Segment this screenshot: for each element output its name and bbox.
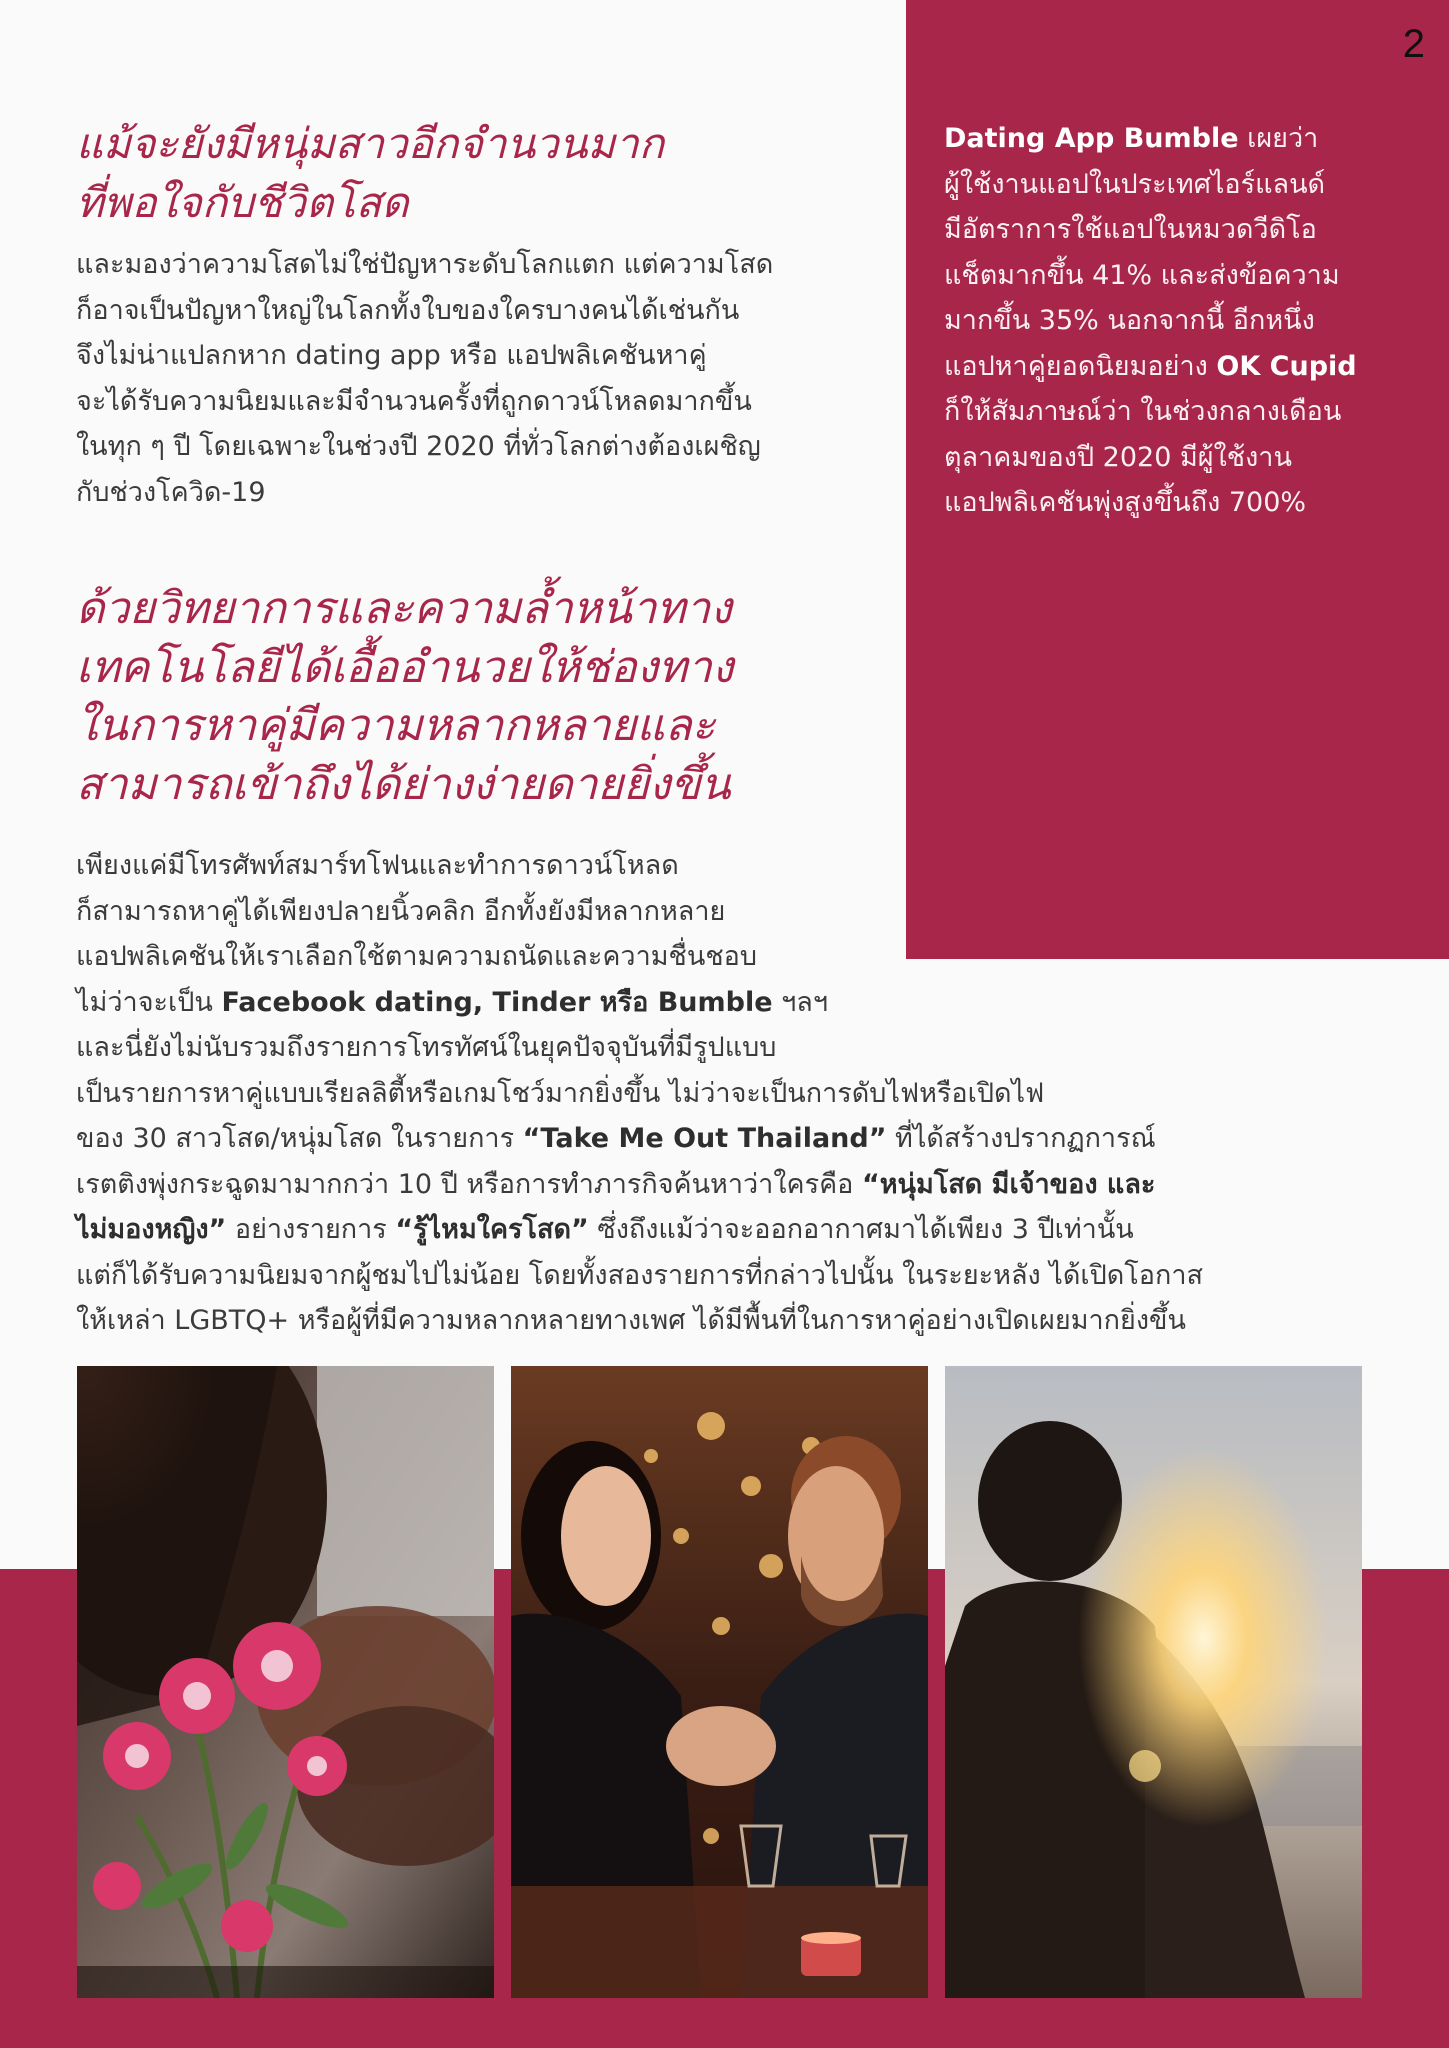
paragraph-2-line: แอปพลิเคชันให้เราเลือกใช้ตามความถนัดและความชื่นชอบ — [76, 941, 757, 972]
heading-2-line: สามารถเข้าถึงได้ย่างง่ายดายยิ่งขึ้น — [76, 758, 731, 810]
app-names: Facebook dating, Tinder หรือ Bumble — [221, 986, 773, 1018]
sidebar-text — [944, 116, 1424, 526]
photo-flowers-hands — [77, 1366, 494, 1998]
paragraph-2-line — [76, 980, 1406, 1026]
sidebar-okcupid: OK Cupid — [1216, 350, 1357, 382]
paragraph-2-line: เป็นรายการหาคู่แบบเรียลลิตี้หรือเกมโชว์มากยิ่งขึ้น ไม่ว่าจะเป็นการดับไฟหรือเปิดไฟ — [76, 1077, 1045, 1109]
sidebar-line-6 — [944, 344, 1424, 390]
show-title-ru-mai: “รู้ไหมใครโสด” — [395, 1214, 589, 1245]
heading-2 — [76, 580, 733, 814]
paragraph-2-line: แต่ก็ได้รับความนิยมจากผู้ชมไปไม่น้อย โดยทั้งสองรายการที่กล่าวไปนั้น ในระยะหลัง ได้เปิดโอกาส — [76, 1259, 1203, 1291]
heading-2-line: ด้วยวิทยาการและความล้ำหน้าทาง — [76, 583, 732, 634]
paragraph-2 — [76, 843, 1406, 1344]
paragraph-2-line: ก็สามารถหาคู่ได้เพียงปลายนิ้วคลิก อีกทั้งยังมีหลากหลาย — [76, 895, 726, 927]
paragraph-1-line: และมองว่าความโสดไม่ใช่ปัญหาระดับโลกแตก แต่ความโสด — [76, 249, 774, 280]
sidebar-line: ก็ให้สัมภาษณ์ว่า ในช่วงกลางเดือน — [944, 396, 1342, 427]
paragraph-2-line — [76, 1207, 1406, 1253]
photo-couple-dinner — [511, 1366, 928, 1998]
paragraph-1-line: ในทุก ๆ ปี โดยเฉพาะในช่วงปี 2020 ที่ทั่วโลกต่างต้องเผชิญ — [76, 431, 761, 462]
paragraph-2-line: เพียงแค่มีโทรศัพท์สมาร์ทโฟนและทำการดาวน์โหลด — [76, 850, 679, 881]
heading-1-line: แม้จะยังมีหนุ่มสาวอีกจำนวนมาก — [76, 119, 665, 168]
show-title-num-sod-cont: ไม่มองหญิง” — [76, 1214, 227, 1245]
text-span: อย่างรายการ — [226, 1214, 396, 1245]
photo-flowers-hands-image — [77, 1366, 494, 1998]
paragraph-1 — [76, 242, 916, 515]
sidebar-line: แอปพลิเคชันพุ่งสูงขึ้นถึง 700% — [944, 487, 1307, 518]
text-span: ที่ได้สร้างปรากฏการณ์ — [886, 1123, 1156, 1154]
sidebar-line-6-pre: แอปหาคู่ยอดนิยมอย่าง — [944, 350, 1217, 382]
photo-couple-dinner-image — [511, 1366, 928, 1998]
sidebar-line-1-rest: เผยว่า — [1238, 123, 1319, 154]
sidebar-line-1 — [944, 116, 1424, 162]
text-span: ซึ่งถึงแม้ว่าจะออกอากาศมาได้เพียง 3 ปีเท่านั้น — [588, 1214, 1134, 1245]
sidebar-line: แช็ตมากขึ้น 41% และส่งข้อความ — [944, 259, 1340, 291]
paragraph-2-line — [76, 1116, 1406, 1162]
heading-1-line: ที่พอใจกับชีวิตโสด — [76, 178, 409, 227]
paragraph-1-line: จะได้รับความนิยมและมีจำนวนครั้งที่ถูกดาวน์โหลดมากขึ้น — [76, 385, 752, 417]
paragraph-1-line: ก็อาจเป็นปัญหาใหญ่ในโลกทั้งใบของใครบางคนได้เช่นกัน — [76, 294, 740, 326]
sidebar-line: มากขึ้น 35% นอกจากนี้ อีกหนึ่ง — [944, 305, 1315, 336]
text-span: ฯลฯ — [772, 986, 828, 1018]
page-number: 2 — [1402, 22, 1425, 66]
text-span: ของ 30 สาวโสด/หนุ่มโสด ในรายการ — [76, 1123, 523, 1154]
photo-sunset-silhouette-image — [945, 1366, 1362, 1998]
show-title-num-sod: “หนุ่มโสด มีเจ้าของ และ — [861, 1168, 1156, 1200]
paragraph-1-line: กับช่วงโควิด-19 — [76, 476, 266, 508]
paragraph-2-line: และนี่ยังไม่นับรวมถึงรายการโทรทัศน์ในยุคปัจจุบันที่มีรูปแบบ — [76, 1032, 777, 1063]
paragraph-2-line — [76, 1162, 1406, 1208]
photo-sunset-silhouette — [945, 1366, 1362, 1998]
sidebar-line: ตุลาคมของปี 2020 มีผู้ใช้งาน — [944, 441, 1292, 473]
heading-2-line: ในการหาคู่มีความหลากหลายและ — [76, 700, 716, 751]
text-span: เรตติงพุ่งกระฉูดมามากกว่า 10 ปี หรือการทำภารกิจค้นหาว่าใครคือ — [76, 1168, 862, 1200]
text-span: ไม่ว่าจะเป็น — [76, 986, 222, 1018]
paragraph-1-line: จึงไม่น่าแปลกหาก dating app หรือ แอปพลิเคชันหาคู่ — [76, 340, 707, 371]
show-title-take-me-out: “Take Me Out Thailand” — [522, 1123, 887, 1154]
sidebar-line: มีอัตราการใช้แอปในหมวดวีดิโอ — [944, 214, 1317, 245]
heading-2-line: เทคโนโลยีได้เอื้ออำนวยให้ช่องทาง — [76, 641, 734, 693]
heading-1 — [76, 114, 664, 232]
sidebar-line: ผู้ใช้งานแอปในประเทศไอร์แลนด์ — [944, 168, 1326, 200]
sidebar-bumble: Dating App Bumble — [944, 123, 1239, 154]
paragraph-2-line: ให้เหล่า LGBTQ+ หรือผู้ที่มีความหลากหลายทางเพศ ได้มีพื้นที่ในการหาคู่อย่างเปิดเผยมากยิ่งขึ้น — [76, 1305, 1186, 1336]
